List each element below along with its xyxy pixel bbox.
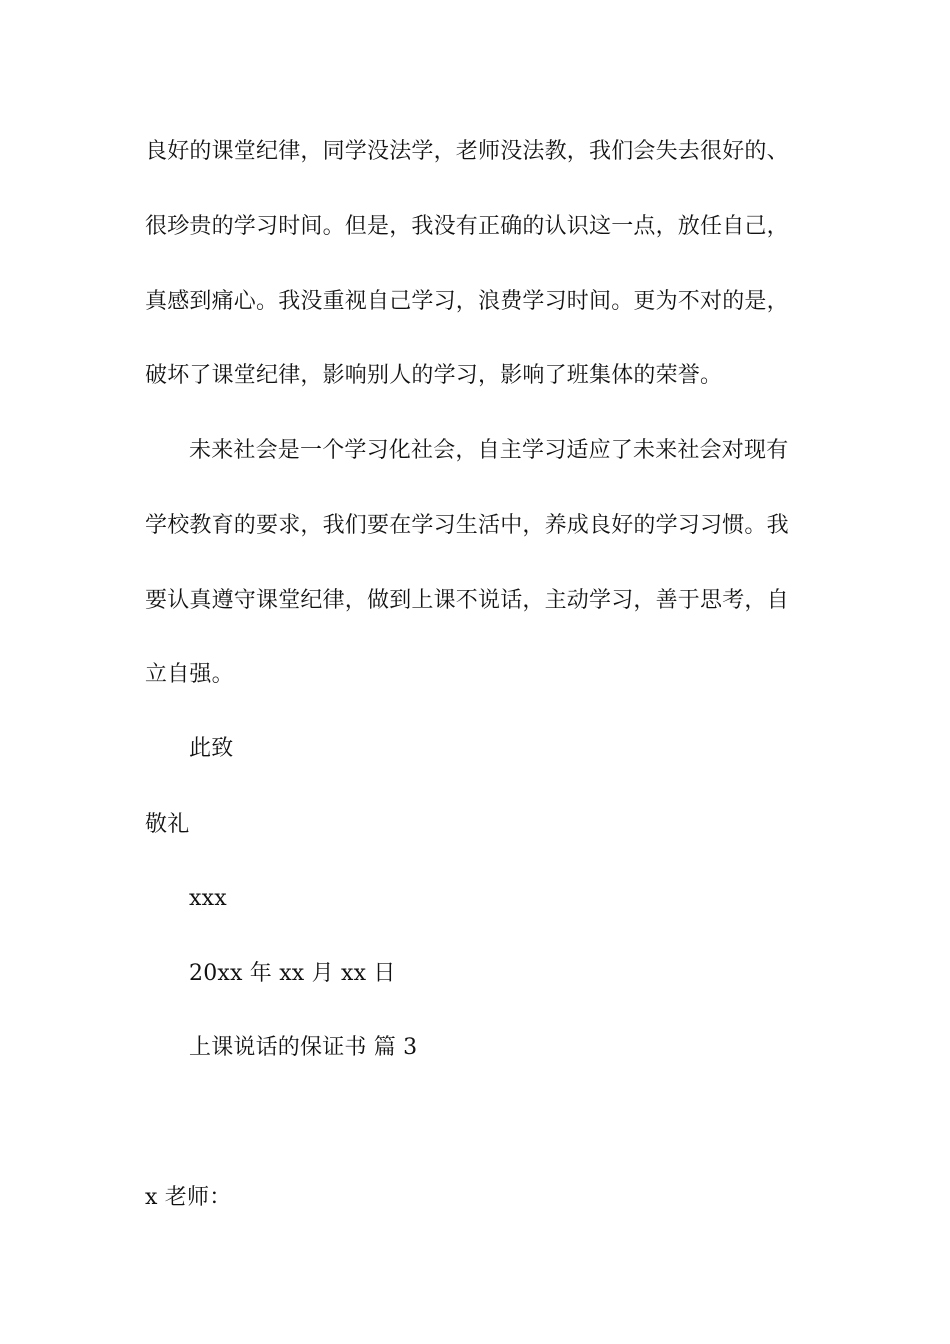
section-title: 上课说话的保证书 篇 3 (189, 1035, 418, 1060)
paragraph-1-line-3: 真感到痛心。我没重视自己学习，浪费学习时间。更为不对的是， (145, 289, 789, 314)
paragraph-2-line-2: 学校教育的要求，我们要在学习生活中，养成良好的学习习惯。我 (145, 513, 789, 538)
paragraph-2-line-1: 未来社会是一个学习化社会，自主学习适应了未来社会对现有 (189, 438, 789, 463)
signature-text: xxx (189, 886, 227, 911)
paragraph-2-line-3: 要认真遵守课堂纪律，做到上课不说话，主动学习，善于思考，自 (145, 588, 789, 613)
closing-text: 此致 (189, 736, 234, 761)
date-text: 20xx 年 xx 月 xx 日 (189, 961, 396, 986)
paragraph-1-line-1: 良好的课堂纪律，同学没法学，老师没法教，我们会失去很好的、 (145, 139, 789, 164)
greeting-text: x 老师： (145, 1185, 232, 1210)
paragraph-2-line-4: 立自强。 (145, 662, 234, 687)
paragraph-1-line-2: 很珍贵的学习时间。但是，我没有正确的认识这一点，放任自己， (145, 214, 789, 239)
salute-text: 敬礼 (145, 812, 190, 837)
paragraph-1-line-4: 破坏了课堂纪律，影响别人的学习，影响了班集体的荣誉。 (145, 363, 723, 388)
